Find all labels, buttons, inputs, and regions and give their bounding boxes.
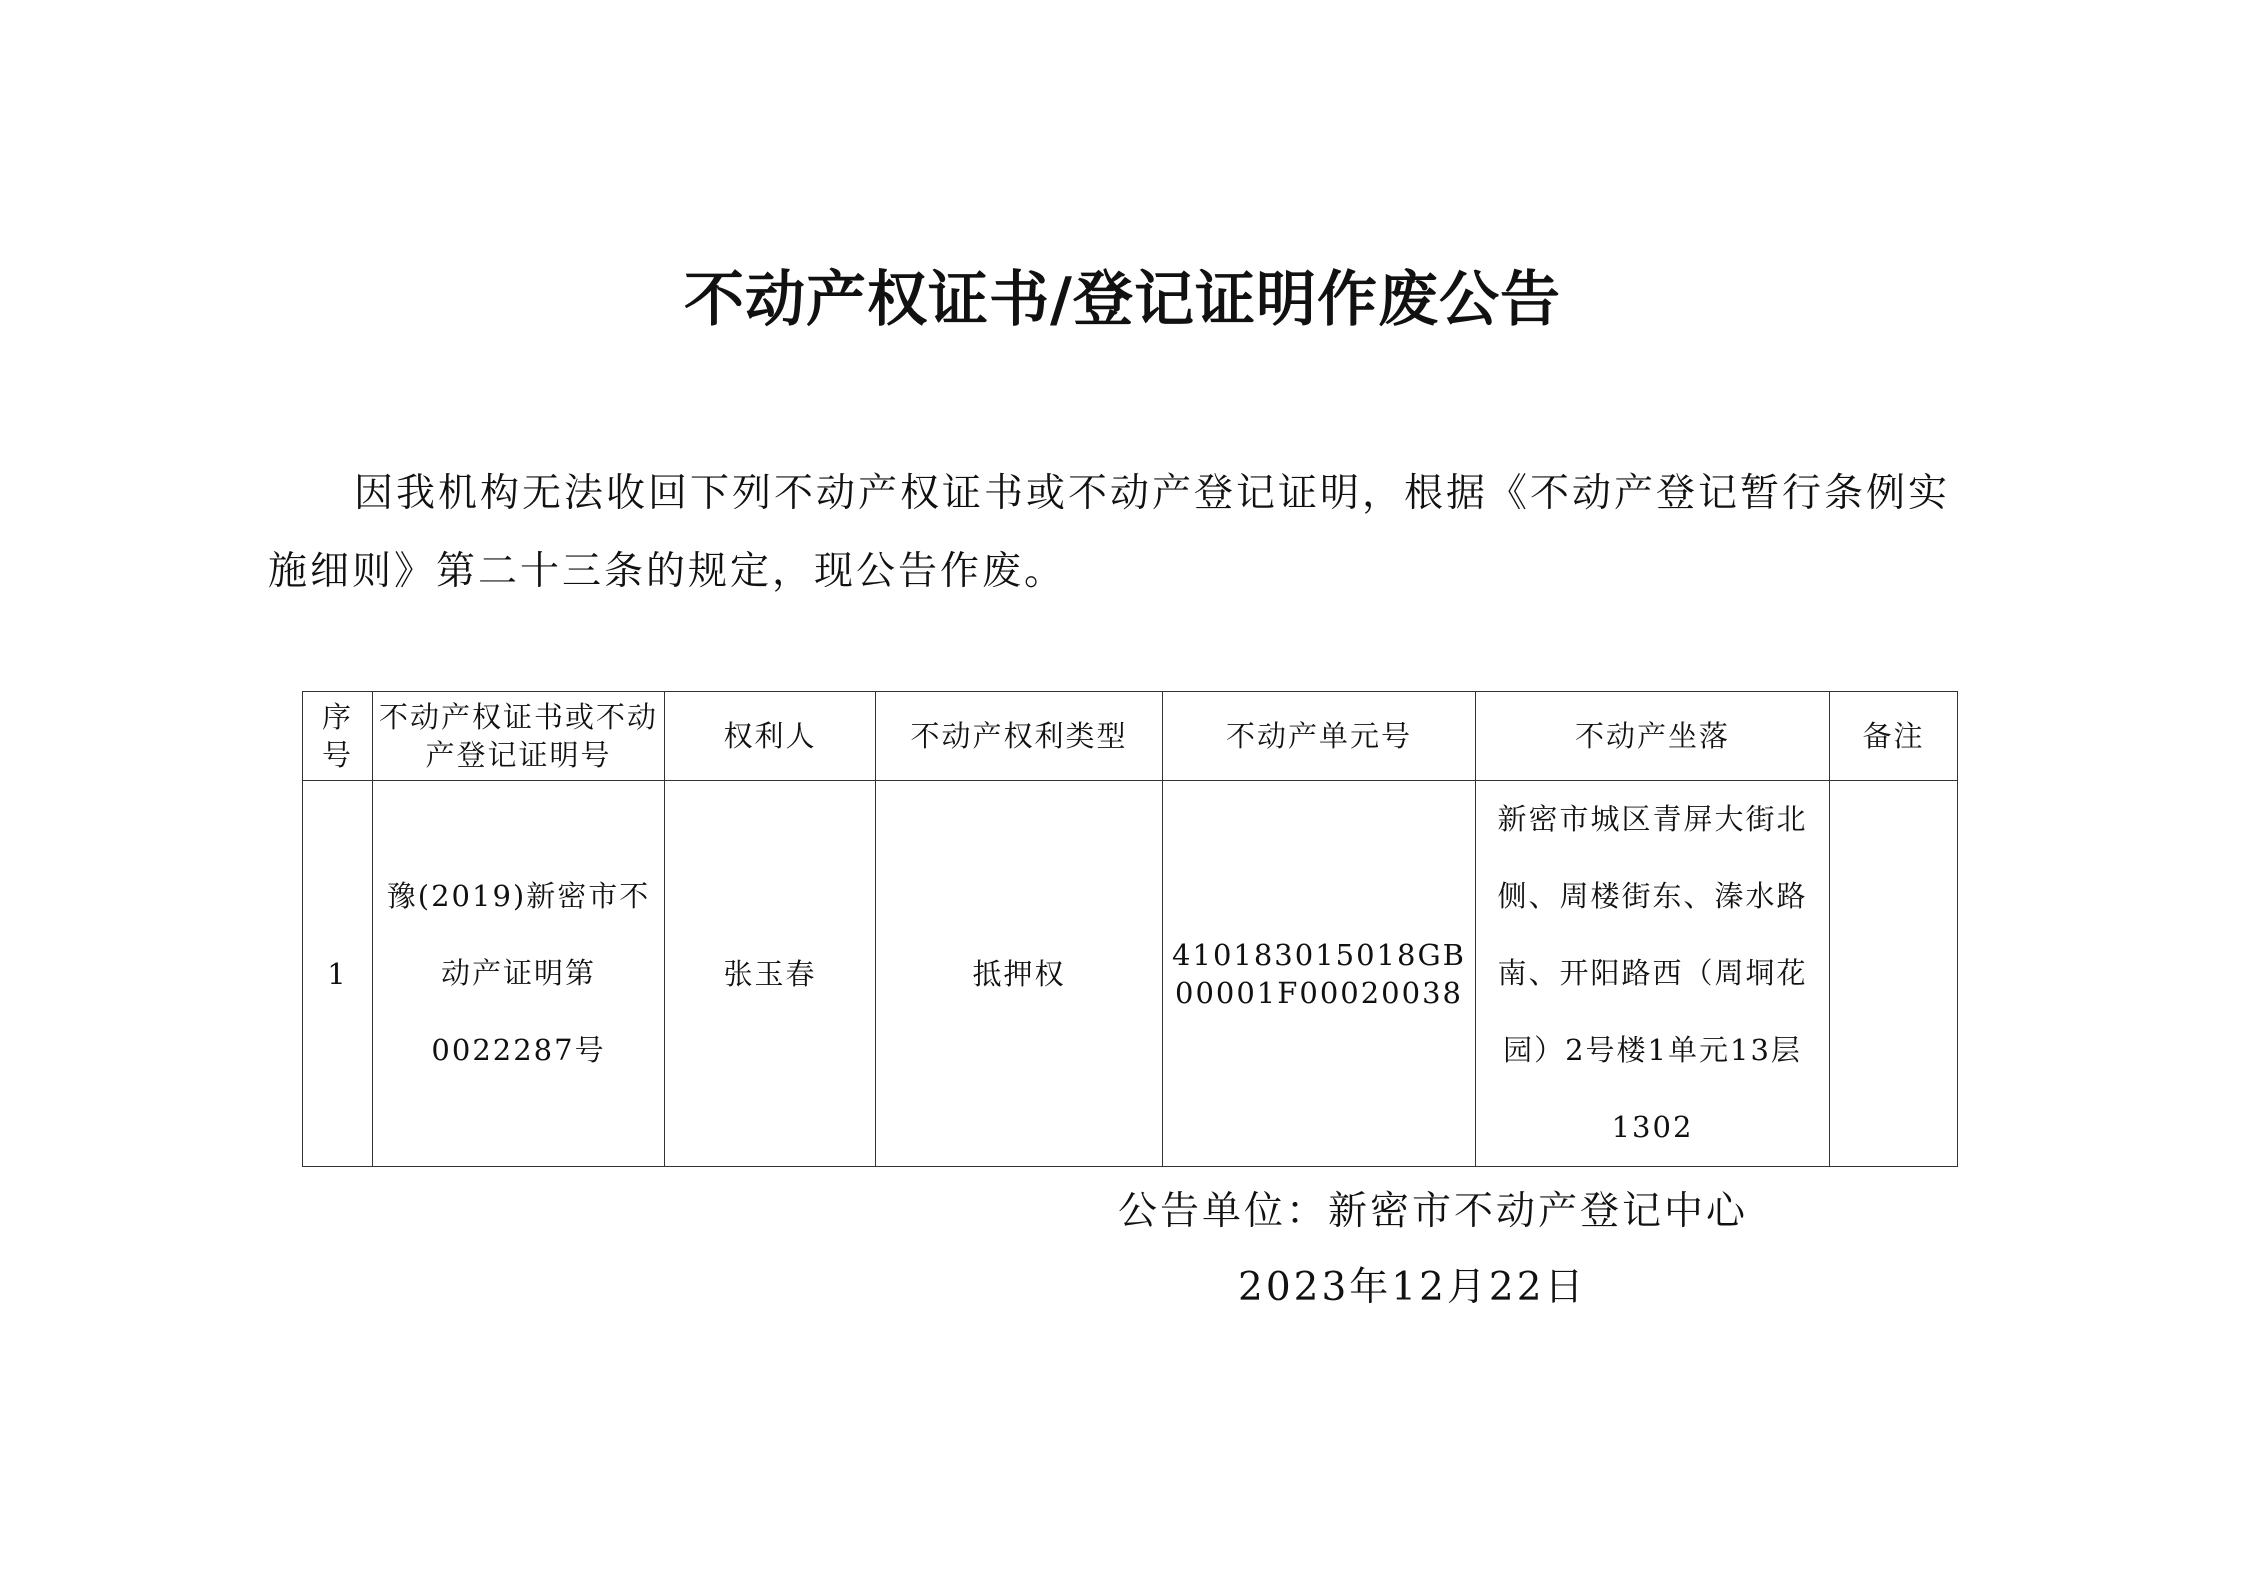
- header-certificate-no: 不动产权证书或不动产登记证明号: [373, 692, 665, 781]
- notice-title: 不动产权证书/登记证明作废公告: [684, 265, 1561, 335]
- issuing-unit: 公告单位：新密市不动产登记中心: [1118, 1189, 1749, 1234]
- cell-certificate-no: 豫(2019)新密市不动产证明第0022287号: [373, 781, 665, 1167]
- cell-remark: [1830, 781, 1958, 1167]
- table-header-row: [303, 692, 1958, 781]
- header-index: 序号: [303, 692, 373, 781]
- cell-unit-no: 410183015018GB00001F00020038: [1163, 781, 1476, 1167]
- void-certificate-table: [302, 691, 1958, 1167]
- header-unit-no: 不动产单元号: [1163, 692, 1476, 781]
- table-row: [303, 781, 1958, 1167]
- header-right-type: 不动产权利类型: [876, 692, 1163, 781]
- header-holder: 权利人: [665, 692, 876, 781]
- cell-right-type: 抵押权: [876, 781, 1163, 1167]
- issue-date: 2023年12月22日: [1238, 1265, 1587, 1310]
- header-location: 不动产坐落: [1476, 692, 1830, 781]
- notice-body-text: 因我机构无法收回下列不动产权证书或不动产登记证明，根据《不动产登记暂行条例实施细则》第二十三条的规定，现公告作废。: [268, 471, 1951, 594]
- cell-location: 新密市城区青屏大街北侧、周楼街东、溱水路南、开阳路西（周垌花园）2号楼1单元13层1302: [1476, 781, 1830, 1167]
- cell-holder: 张玉春: [665, 781, 876, 1167]
- cell-index: 1: [303, 781, 373, 1167]
- header-remark: 备注: [1830, 692, 1958, 781]
